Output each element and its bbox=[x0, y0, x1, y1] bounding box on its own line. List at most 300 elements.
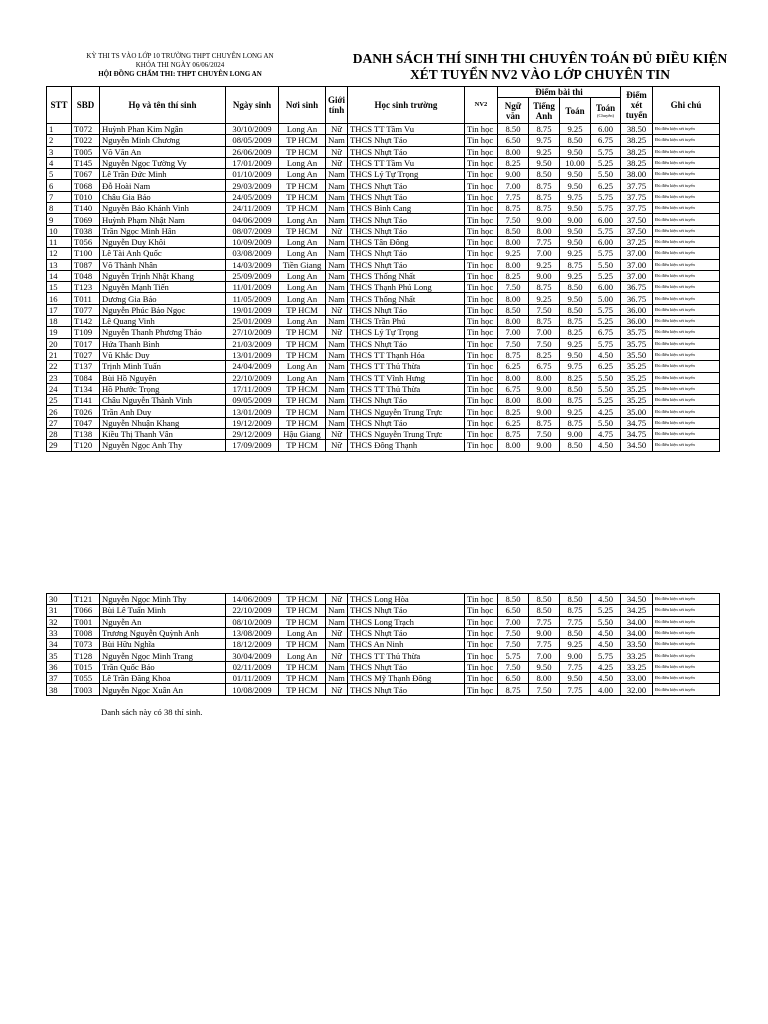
cell-note: Đủ điều kiện xét tuyển bbox=[653, 429, 720, 440]
cell-gender: Nam bbox=[326, 417, 348, 428]
cell-nv2: Tin học bbox=[465, 627, 498, 638]
cell-note: Đủ điều kiện xét tuyển bbox=[653, 605, 720, 616]
cell-math-specialized: 4.75 bbox=[591, 429, 621, 440]
cell-school: THCS An Ninh bbox=[348, 639, 465, 650]
cell-math-specialized: 5.50 bbox=[591, 259, 621, 270]
col-stt: STT bbox=[47, 87, 72, 124]
cell-stt: 28 bbox=[47, 429, 72, 440]
cell-sbd: T137 bbox=[72, 361, 100, 372]
cell-sbd: T068 bbox=[72, 180, 100, 191]
cell-gender: Nữ bbox=[326, 225, 348, 236]
cell-dob: 25/01/2009 bbox=[226, 316, 279, 327]
cell-sbd: T109 bbox=[72, 327, 100, 338]
cell-english: 8.75 bbox=[529, 417, 560, 428]
cell-name: Nguyễn Duy Khôi bbox=[100, 236, 226, 247]
cell-pob: TP HCM bbox=[279, 616, 326, 627]
cell-literature: 7.00 bbox=[498, 616, 529, 627]
cell-math-specialized: 5.50 bbox=[591, 616, 621, 627]
cell-pob: Long An bbox=[279, 248, 326, 259]
cell-english: 7.75 bbox=[529, 616, 560, 627]
table-row bbox=[47, 673, 720, 684]
cell-name: Bùi Hồ Nguyên bbox=[100, 372, 226, 383]
cell-stt: 26 bbox=[47, 406, 72, 417]
cell-sbd: T008 bbox=[72, 627, 100, 638]
cell-sbd: T056 bbox=[72, 236, 100, 247]
cell-gender: Nam bbox=[326, 661, 348, 672]
cell-stt: 16 bbox=[47, 293, 72, 304]
cell-english: 8.00 bbox=[529, 395, 560, 406]
cell-total: 37.75 bbox=[621, 203, 653, 214]
cell-math-specialized: 5.25 bbox=[591, 270, 621, 281]
cell-note: Đủ điều kiện xét tuyển bbox=[653, 349, 720, 360]
col-total: Điểm xét tuyển bbox=[621, 87, 653, 124]
cell-name: Lê Trần Đức Minh bbox=[100, 169, 226, 180]
cell-school: THCS Lý Tự Trọng bbox=[348, 327, 465, 338]
cell-dob: 17/09/2009 bbox=[226, 440, 279, 451]
cell-total: 36.00 bbox=[621, 316, 653, 327]
cell-gender: Nam bbox=[326, 406, 348, 417]
table-row bbox=[47, 225, 720, 236]
cell-nv2: Tin học bbox=[465, 282, 498, 293]
cell-sbd: T077 bbox=[72, 304, 100, 315]
cell-gender: Nam bbox=[326, 383, 348, 394]
cell-sbd: T015 bbox=[72, 661, 100, 672]
cell-note: Đủ điều kiện xét tuyển bbox=[653, 259, 720, 270]
cell-total: 35.75 bbox=[621, 327, 653, 338]
table-row bbox=[47, 616, 720, 627]
cell-math: 8.50 bbox=[560, 304, 591, 315]
cell-name: Nguyễn Trịnh Nhật Khang bbox=[100, 270, 226, 281]
cell-nv2: Tin học bbox=[465, 361, 498, 372]
cell-math: 8.75 bbox=[560, 417, 591, 428]
cell-name: Nguyễn Ngọc Xuân An bbox=[100, 684, 226, 695]
cell-school: THCS Nhựt Tảo bbox=[348, 225, 465, 236]
cell-pob: TP HCM bbox=[279, 327, 326, 338]
cell-stt: 13 bbox=[47, 259, 72, 270]
cell-stt: 4 bbox=[47, 157, 72, 168]
cell-total: 35.25 bbox=[621, 383, 653, 394]
cell-sbd: T073 bbox=[72, 639, 100, 650]
cell-nv2: Tin học bbox=[465, 124, 498, 135]
table-row bbox=[47, 214, 720, 225]
cell-nv2: Tin học bbox=[465, 135, 498, 146]
cell-sbd: T138 bbox=[72, 429, 100, 440]
cell-nv2: Tin học bbox=[465, 214, 498, 225]
cell-nv2: Tin học bbox=[465, 616, 498, 627]
cell-name: Hứa Thanh Bình bbox=[100, 338, 226, 349]
cell-english: 8.00 bbox=[529, 225, 560, 236]
cell-pob: TP HCM bbox=[279, 349, 326, 360]
cell-english: 9.50 bbox=[529, 157, 560, 168]
cell-total: 37.00 bbox=[621, 248, 653, 259]
cell-pob: TP HCM bbox=[279, 180, 326, 191]
cell-name: Võ Thành Nhân bbox=[100, 259, 226, 270]
cell-pob: Long An bbox=[279, 169, 326, 180]
cell-pob: TP HCM bbox=[279, 417, 326, 428]
cell-gender: Nam bbox=[326, 191, 348, 202]
cell-total: 32.00 bbox=[621, 684, 653, 695]
cell-name: Nguyễn Ngọc Minh Trang bbox=[100, 650, 226, 661]
cell-nv2: Tin học bbox=[465, 639, 498, 650]
table-row bbox=[47, 304, 720, 315]
cell-total: 34.75 bbox=[621, 429, 653, 440]
cell-sbd: T022 bbox=[72, 135, 100, 146]
cell-nv2: Tin học bbox=[465, 203, 498, 214]
cell-math-specialized: 5.25 bbox=[591, 605, 621, 616]
cell-note: Đủ điều kiện xét tuyển bbox=[653, 270, 720, 281]
cell-school: THCS Nhựt Tảo bbox=[348, 395, 465, 406]
cell-pob: TP HCM bbox=[279, 395, 326, 406]
cell-math: 9.25 bbox=[560, 406, 591, 417]
cell-math-specialized: 5.25 bbox=[591, 316, 621, 327]
cell-total: 36.75 bbox=[621, 282, 653, 293]
cell-total: 37.75 bbox=[621, 180, 653, 191]
cell-school: THCS Nhựt Tảo bbox=[348, 146, 465, 157]
cell-dob: 14/06/2009 bbox=[226, 594, 279, 605]
cell-pob: TP HCM bbox=[279, 440, 326, 451]
cell-gender: Nam bbox=[326, 395, 348, 406]
cell-literature: 7.50 bbox=[498, 338, 529, 349]
cell-stt: 14 bbox=[47, 270, 72, 281]
table-row bbox=[47, 605, 720, 616]
cell-literature: 8.75 bbox=[498, 349, 529, 360]
table-body-continued bbox=[47, 594, 720, 696]
cell-nv2: Tin học bbox=[465, 225, 498, 236]
cell-name: Nguyễn Phúc Bảo Ngọc bbox=[100, 304, 226, 315]
cell-school: THCS TT Thủ Thừa bbox=[348, 383, 465, 394]
cell-note: Đủ điều kiện xét tuyển bbox=[653, 406, 720, 417]
cell-stt: 17 bbox=[47, 304, 72, 315]
cell-dob: 13/01/2009 bbox=[226, 349, 279, 360]
cell-total: 37.25 bbox=[621, 236, 653, 247]
cell-school: THCS Lý Tự Trọng bbox=[348, 169, 465, 180]
cell-literature: 7.00 bbox=[498, 327, 529, 338]
cell-sbd: T027 bbox=[72, 349, 100, 360]
cell-nv2: Tin học bbox=[465, 327, 498, 338]
cell-english: 7.00 bbox=[529, 248, 560, 259]
cell-sbd: T084 bbox=[72, 372, 100, 383]
cell-english: 9.25 bbox=[529, 146, 560, 157]
cell-math: 9.75 bbox=[560, 191, 591, 202]
cell-math: 9.50 bbox=[560, 169, 591, 180]
table-row bbox=[47, 661, 720, 672]
cell-dob: 25/09/2009 bbox=[226, 270, 279, 281]
cell-sbd: T038 bbox=[72, 225, 100, 236]
cell-dob: 29/03/2009 bbox=[226, 180, 279, 191]
col-english: Tiếng Anh bbox=[529, 98, 560, 124]
cell-school: THCS TT Thạnh Hóa bbox=[348, 349, 465, 360]
cell-english: 8.75 bbox=[529, 203, 560, 214]
cell-sbd: T140 bbox=[72, 203, 100, 214]
cell-math: 9.00 bbox=[560, 650, 591, 661]
cell-pob: Long An bbox=[279, 124, 326, 135]
cell-dob: 21/03/2009 bbox=[226, 338, 279, 349]
cell-sbd: T145 bbox=[72, 157, 100, 168]
cell-school: THCS Bình Cang bbox=[348, 203, 465, 214]
cell-pob: Long An bbox=[279, 282, 326, 293]
cell-dob: 08/05/2009 bbox=[226, 135, 279, 146]
cell-gender: Nữ bbox=[326, 157, 348, 168]
cell-note: Đủ điều kiện xét tuyển bbox=[653, 169, 720, 180]
cell-math-specialized: 5.75 bbox=[591, 304, 621, 315]
cell-total: 35.25 bbox=[621, 361, 653, 372]
cell-literature: 8.00 bbox=[498, 372, 529, 383]
table-row bbox=[47, 169, 720, 180]
cell-note: Đủ điều kiện xét tuyển bbox=[653, 293, 720, 304]
candidate-table-continued bbox=[46, 593, 720, 696]
col-name: Họ và tên thí sinh bbox=[100, 87, 226, 124]
cell-total: 38.25 bbox=[621, 146, 653, 157]
cell-literature: 8.50 bbox=[498, 594, 529, 605]
cell-sbd: T134 bbox=[72, 383, 100, 394]
cell-english: 9.00 bbox=[529, 270, 560, 281]
cell-english: 7.50 bbox=[529, 304, 560, 315]
table-row bbox=[47, 627, 720, 638]
cell-total: 35.25 bbox=[621, 372, 653, 383]
cell-math-specialized: 6.75 bbox=[591, 135, 621, 146]
cell-math-specialized: 4.50 bbox=[591, 639, 621, 650]
cell-sbd: T055 bbox=[72, 673, 100, 684]
cell-gender: Nữ bbox=[326, 327, 348, 338]
cell-pob: Long An bbox=[279, 236, 326, 247]
cell-dob: 26/06/2009 bbox=[226, 146, 279, 157]
cell-name: Lê Quang Vinh bbox=[100, 316, 226, 327]
cell-math-specialized: 6.00 bbox=[591, 282, 621, 293]
cell-school: THCS Nhựt Tảo bbox=[348, 135, 465, 146]
cell-gender: Nữ bbox=[326, 124, 348, 135]
cell-pob: TP HCM bbox=[279, 661, 326, 672]
cell-dob: 19/12/2009 bbox=[226, 417, 279, 428]
cell-note: Đủ điều kiện xét tuyển bbox=[653, 383, 720, 394]
cell-school: THCS Tân Đông bbox=[348, 236, 465, 247]
cell-nv2: Tin học bbox=[465, 650, 498, 661]
cell-name: Kiều Thị Thanh Vân bbox=[100, 429, 226, 440]
cell-math-specialized: 6.75 bbox=[591, 327, 621, 338]
cell-literature: 6.50 bbox=[498, 673, 529, 684]
cell-nv2: Tin học bbox=[465, 661, 498, 672]
cell-gender: Nam bbox=[326, 616, 348, 627]
cell-math-specialized: 5.50 bbox=[591, 383, 621, 394]
table-row bbox=[47, 349, 720, 360]
cell-school: THCS Long Trạch bbox=[348, 616, 465, 627]
cell-dob: 24/04/2009 bbox=[226, 361, 279, 372]
cell-stt: 37 bbox=[47, 673, 72, 684]
col-school: Học sinh trường bbox=[348, 87, 465, 124]
cell-name: Nguyễn Bảo Khánh Vinh bbox=[100, 203, 226, 214]
table-row bbox=[47, 338, 720, 349]
candidate-table bbox=[46, 86, 720, 452]
cell-gender: Nam bbox=[326, 259, 348, 270]
cell-sbd: T121 bbox=[72, 594, 100, 605]
cell-dob: 24/11/2009 bbox=[226, 203, 279, 214]
cell-sbd: T005 bbox=[72, 146, 100, 157]
cell-nv2: Tin học bbox=[465, 180, 498, 191]
cell-nv2: Tin học bbox=[465, 406, 498, 417]
cell-total: 35.25 bbox=[621, 395, 653, 406]
cell-dob: 01/10/2009 bbox=[226, 169, 279, 180]
cell-math: 9.25 bbox=[560, 248, 591, 259]
col-math-specialized bbox=[591, 98, 621, 124]
cell-school: THCS Nguyễn Trung Trực bbox=[348, 429, 465, 440]
cell-sbd: T048 bbox=[72, 270, 100, 281]
cell-pob: Long An bbox=[279, 270, 326, 281]
cell-note: Đủ điều kiện xét tuyển bbox=[653, 684, 720, 695]
cell-english: 9.25 bbox=[529, 259, 560, 270]
cell-math-specialized: 4.50 bbox=[591, 673, 621, 684]
cell-literature: 8.00 bbox=[498, 440, 529, 451]
cell-sbd: T026 bbox=[72, 406, 100, 417]
cell-dob: 17/11/2009 bbox=[226, 383, 279, 394]
cell-sbd: T047 bbox=[72, 417, 100, 428]
cell-math-specialized: 5.00 bbox=[591, 293, 621, 304]
cell-note: Đủ điều kiện xét tuyển bbox=[653, 417, 720, 428]
cell-math: 8.25 bbox=[560, 372, 591, 383]
cell-math-specialized: 5.50 bbox=[591, 372, 621, 383]
cell-gender: Nam bbox=[326, 349, 348, 360]
cell-nv2: Tin học bbox=[465, 594, 498, 605]
cell-gender: Nam bbox=[326, 248, 348, 259]
cell-english: 9.00 bbox=[529, 383, 560, 394]
cell-stt: 34 bbox=[47, 639, 72, 650]
cell-math-specialized: 5.50 bbox=[591, 417, 621, 428]
cell-name: Trần Quốc Bảo bbox=[100, 661, 226, 672]
table-row bbox=[47, 372, 720, 383]
cell-note: Đủ điều kiện xét tuyển bbox=[653, 594, 720, 605]
cell-total: 36.75 bbox=[621, 293, 653, 304]
cell-note: Đủ điều kiện xét tuyển bbox=[653, 124, 720, 135]
cell-gender: Nam bbox=[326, 372, 348, 383]
cell-name: Nguyễn Mạnh Tiến bbox=[100, 282, 226, 293]
table-row bbox=[47, 146, 720, 157]
cell-literature: 8.25 bbox=[498, 270, 529, 281]
cell-math-specialized: 4.50 bbox=[591, 627, 621, 638]
cell-sbd: T003 bbox=[72, 684, 100, 695]
table-row bbox=[47, 594, 720, 605]
cell-stt: 24 bbox=[47, 383, 72, 394]
cell-dob: 18/12/2009 bbox=[226, 639, 279, 650]
document-title bbox=[335, 51, 745, 83]
cell-english: 6.75 bbox=[529, 361, 560, 372]
cell-english: 7.50 bbox=[529, 429, 560, 440]
table-row bbox=[47, 406, 720, 417]
cell-literature: 6.50 bbox=[498, 605, 529, 616]
cell-name: Trần Ngọc Minh Hân bbox=[100, 225, 226, 236]
cell-sbd: T141 bbox=[72, 395, 100, 406]
table-row bbox=[47, 361, 720, 372]
cell-sbd: T072 bbox=[72, 124, 100, 135]
table-row bbox=[47, 248, 720, 259]
cell-math-specialized: 4.25 bbox=[591, 406, 621, 417]
cell-literature: 8.00 bbox=[498, 316, 529, 327]
table-header-row bbox=[47, 87, 720, 98]
cell-literature: 8.00 bbox=[498, 395, 529, 406]
cell-pob: TP HCM bbox=[279, 684, 326, 695]
table-row bbox=[47, 180, 720, 191]
cell-literature: 8.25 bbox=[498, 157, 529, 168]
cell-total: 34.75 bbox=[621, 417, 653, 428]
col-math-specialized-label: Toán bbox=[595, 103, 616, 113]
cell-math-specialized: 6.25 bbox=[591, 180, 621, 191]
cell-school: THCS Nhựt Tảo bbox=[348, 684, 465, 695]
cell-note: Đủ điều kiện xét tuyển bbox=[653, 157, 720, 168]
cell-nv2: Tin học bbox=[465, 169, 498, 180]
table-row bbox=[47, 395, 720, 406]
table-row bbox=[47, 157, 720, 168]
cell-math-specialized: 6.00 bbox=[591, 214, 621, 225]
cell-sbd: T001 bbox=[72, 616, 100, 627]
cell-gender: Nam bbox=[326, 236, 348, 247]
cell-literature: 9.25 bbox=[498, 248, 529, 259]
cell-gender: Nam bbox=[326, 293, 348, 304]
cell-pob: TP HCM bbox=[279, 594, 326, 605]
cell-total: 38.25 bbox=[621, 157, 653, 168]
cell-math-specialized: 5.25 bbox=[591, 157, 621, 168]
col-scores-group: Điểm bài thi bbox=[498, 87, 621, 98]
cell-stt: 21 bbox=[47, 349, 72, 360]
cell-literature: 7.00 bbox=[498, 180, 529, 191]
cell-dob: 13/01/2009 bbox=[226, 406, 279, 417]
cell-pob: TP HCM bbox=[279, 304, 326, 315]
cell-gender: Nữ bbox=[326, 650, 348, 661]
cell-stt: 25 bbox=[47, 395, 72, 406]
cell-total: 38.25 bbox=[621, 135, 653, 146]
cell-note: Đủ điều kiện xét tuyển bbox=[653, 225, 720, 236]
cell-nv2: Tin học bbox=[465, 383, 498, 394]
cell-stt: 38 bbox=[47, 684, 72, 695]
cell-literature: 5.75 bbox=[498, 650, 529, 661]
cell-school: THCS Long Hòa bbox=[348, 594, 465, 605]
cell-math: 8.75 bbox=[560, 316, 591, 327]
cell-math-specialized: 5.75 bbox=[591, 248, 621, 259]
cell-school: THCS Nhựt Tảo bbox=[348, 338, 465, 349]
table-row bbox=[47, 293, 720, 304]
cell-pob: Tiền Giang bbox=[279, 259, 326, 270]
cell-math-specialized: 5.75 bbox=[591, 225, 621, 236]
cell-math: 9.50 bbox=[560, 673, 591, 684]
cell-nv2: Tin học bbox=[465, 395, 498, 406]
cell-gender: Nam bbox=[326, 605, 348, 616]
cell-nv2: Tin học bbox=[465, 605, 498, 616]
cell-math-specialized: 5.75 bbox=[591, 338, 621, 349]
col-note: Ghi chú bbox=[653, 87, 720, 124]
cell-english: 8.00 bbox=[529, 372, 560, 383]
cell-school: THCS Đông Thạnh bbox=[348, 440, 465, 451]
cell-math-specialized: 5.50 bbox=[591, 169, 621, 180]
cell-school: THCS Trần Phú bbox=[348, 316, 465, 327]
document-header bbox=[0, 0, 768, 86]
cell-math: 9.25 bbox=[560, 639, 591, 650]
cell-total: 36.00 bbox=[621, 304, 653, 315]
cell-school: THCS Nhựt Tảo bbox=[348, 417, 465, 428]
cell-english: 8.75 bbox=[529, 124, 560, 135]
cell-dob: 01/11/2009 bbox=[226, 673, 279, 684]
cell-english: 9.00 bbox=[529, 406, 560, 417]
cell-literature: 6.50 bbox=[498, 135, 529, 146]
cell-nv2: Tin học bbox=[465, 372, 498, 383]
cell-note: Đủ điều kiện xét tuyển bbox=[653, 440, 720, 451]
cell-nv2: Tin học bbox=[465, 157, 498, 168]
cell-pob: TP HCM bbox=[279, 406, 326, 417]
cell-dob: 08/07/2009 bbox=[226, 225, 279, 236]
cell-note: Đủ điều kiện xét tuyển bbox=[653, 327, 720, 338]
table-row bbox=[47, 282, 720, 293]
cell-english: 7.75 bbox=[529, 236, 560, 247]
col-math-specialized-sub: (Chuyên) bbox=[597, 113, 614, 118]
cell-gender: Nam bbox=[326, 169, 348, 180]
cell-pob: TP HCM bbox=[279, 146, 326, 157]
cell-total: 33.25 bbox=[621, 650, 653, 661]
table-row bbox=[47, 440, 720, 451]
